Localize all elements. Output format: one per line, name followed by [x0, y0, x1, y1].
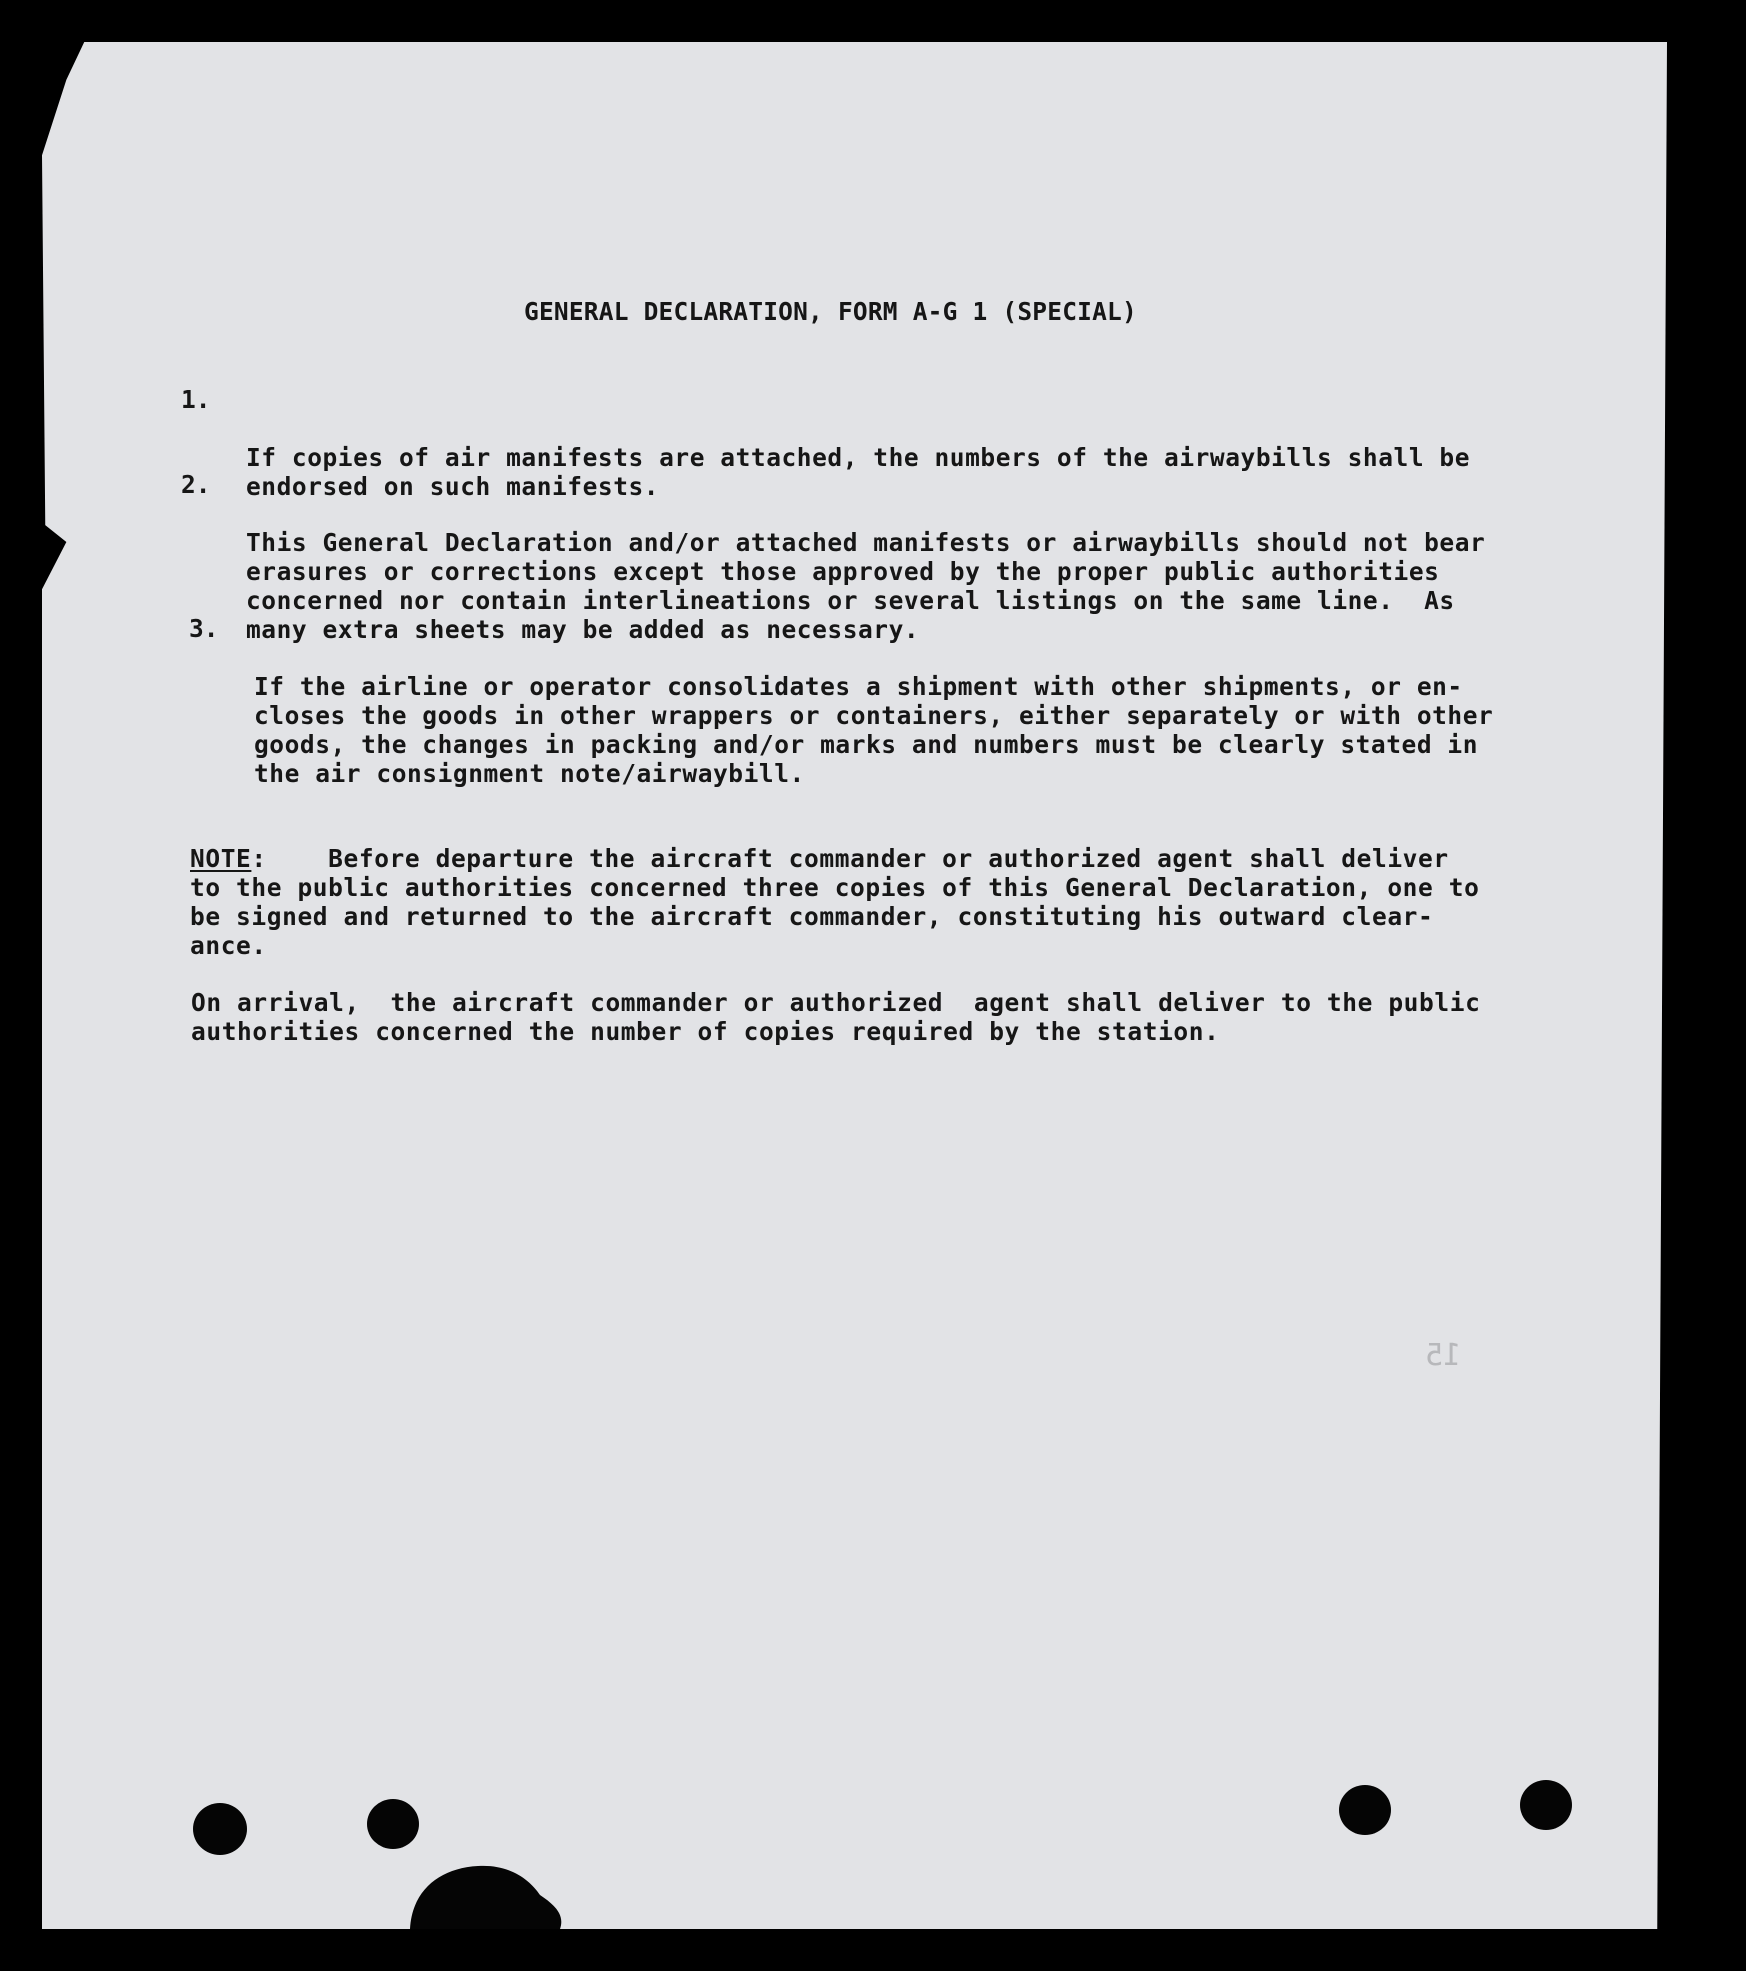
item-2-number: 2. [181, 470, 211, 499]
item-2-line: erasures or corrections except those approved by the proper public authorities [246, 557, 1440, 586]
note-label: NOTE [190, 844, 252, 873]
item-3-line: If the airline or operator consolidates a shipment with other shipments, or en- [254, 672, 1463, 701]
arrival-line: On arrival, the aircraft commander or authorized agent shall deliver to the public [191, 988, 1481, 1017]
document-title: GENERAL DECLARATION, FORM A-G 1 (SPECIAL) [524, 297, 1137, 326]
item-2-line: This General Declaration and/or attached manifests or airwaybills should not bear [246, 528, 1486, 557]
item-1-number: 1. [181, 385, 211, 414]
bleed-through-mark: 15 [1425, 1338, 1462, 1373]
note-first-line-text: : Before departure the aircraft commander or authorized agent shall deliver [251, 844, 1449, 873]
note-line: ance. [190, 931, 267, 960]
note-line: be signed and returned to the aircraft commander, constituting his outward clear- [190, 902, 1434, 931]
item-3-line: closes the goods in other wrappers or containers, either separately or with other [254, 701, 1494, 730]
item-3-line: goods, the changes in packing and/or marks and numbers must be clearly stated in [254, 730, 1479, 759]
item-1-line: endorsed on such manifests. [246, 472, 660, 501]
item-1-line: If copies of air manifests are attached, the numbers of the airwaybills shall be [246, 443, 1471, 472]
item-3-number: 3. [189, 614, 219, 643]
item-2-line: concerned nor contain interlineations or several listings on the same line. As [246, 586, 1455, 615]
note-line: to the public authorities concerned three copies of this General Declaration, one to [190, 873, 1480, 902]
arrival-line: authorities concerned the number of copies required by the station. [191, 1017, 1220, 1046]
torn-edge-shape [410, 1866, 561, 1929]
item-3-line: the air consignment note/airwaybill. [254, 759, 805, 788]
item-2-line: many extra sheets may be added as necessary. [246, 615, 920, 644]
